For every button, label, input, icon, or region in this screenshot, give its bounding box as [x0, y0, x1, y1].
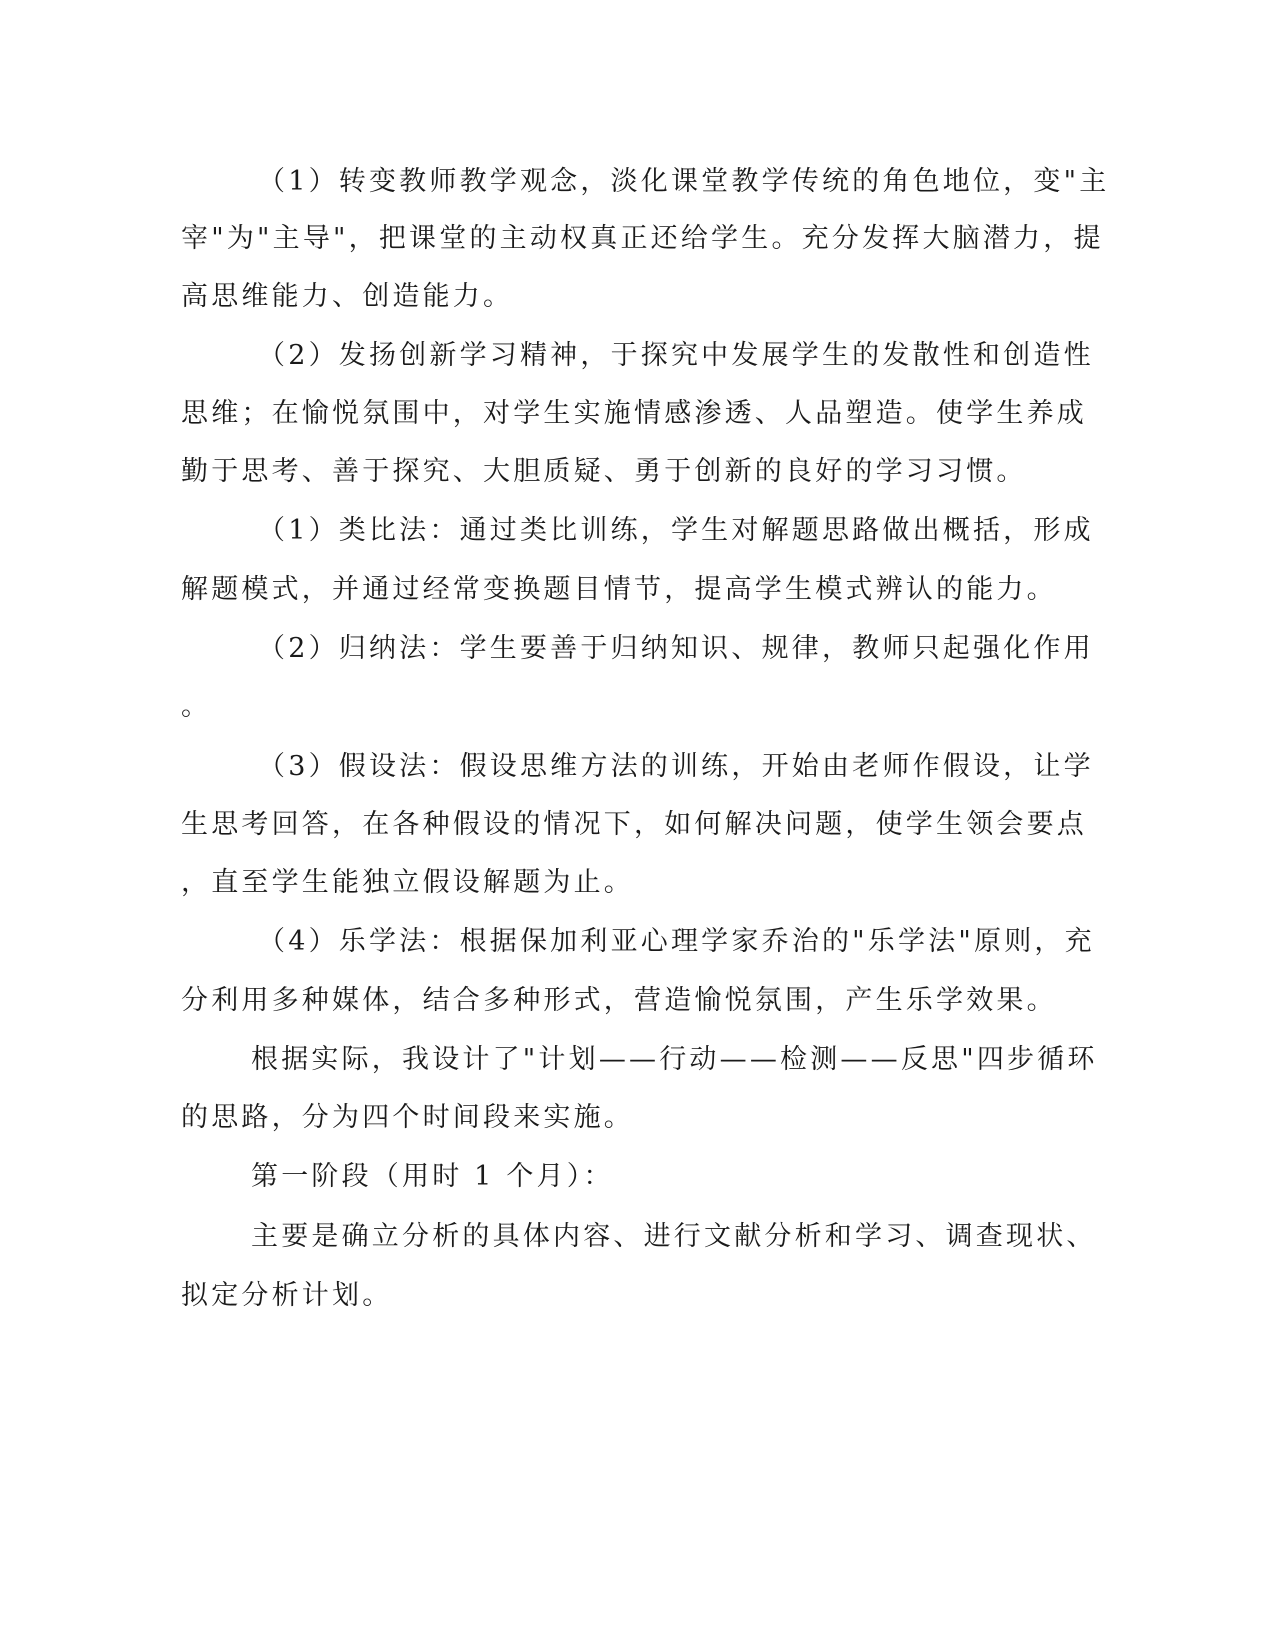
- text-line: 解题模式，并通过经常变换题目情节，提高学生模式辨认的能力。: [181, 574, 1057, 605]
- text-line: 勤于思考、善于探究、大胆质疑、勇于创新的良好的学习习惯。: [181, 456, 1027, 487]
- text-line: 分利用多种媒体，结合多种形式，营造愉悦氛围，产生乐学效果。: [181, 985, 1057, 1016]
- text-line: 第一阶段（用时 1 个月）：: [251, 1161, 614, 1192]
- text-line: （2）发扬创新学习精神，于探究中发展学生的发散性和创造性: [258, 340, 1094, 371]
- text-line: （4）乐学法：根据保加利亚心理学家乔治的"乐学法"原则，充: [258, 926, 1095, 957]
- text-line: 。: [181, 691, 212, 722]
- text-line: （3）假设法：假设思维方法的训练，开始由老师作假设，让学: [258, 751, 1094, 782]
- text-line: （2）归纳法：学生要善于归纳知识、规律，教师只起强化作用: [258, 633, 1094, 664]
- text-line: （1）转变教师教学观念，淡化课堂教学传统的角色地位，变"主: [258, 166, 1110, 197]
- text-line: 高思维能力、创造能力。: [181, 281, 514, 312]
- text-line: 拟定分析计划。: [181, 1280, 393, 1311]
- text-line: 的思路，分为四个时间段来实施。: [181, 1102, 634, 1133]
- text-line: 生思考回答，在各种假设的情况下，如何解决问题，使学生领会要点: [181, 809, 1087, 840]
- text-line: 思维；在愉悦氛围中，对学生实施情感渗透、人品塑造。使学生养成: [181, 398, 1087, 429]
- text-line: 宰"为"主导"，把课堂的主动权真正还给学生。充分发挥大脑潜力，提: [181, 223, 1104, 254]
- text-line: 主要是确立分析的具体内容、进行文献分析和学习、调查现状、: [251, 1221, 1097, 1252]
- text-line: ，直至学生能独立假设解题为止。: [181, 867, 634, 898]
- text-line: 根据实际，我设计了"计划——行动——检测——反思"四步循环: [251, 1044, 1098, 1075]
- text-line: （1）类比法：通过类比训练，学生对解题思路做出概括，形成: [258, 515, 1094, 546]
